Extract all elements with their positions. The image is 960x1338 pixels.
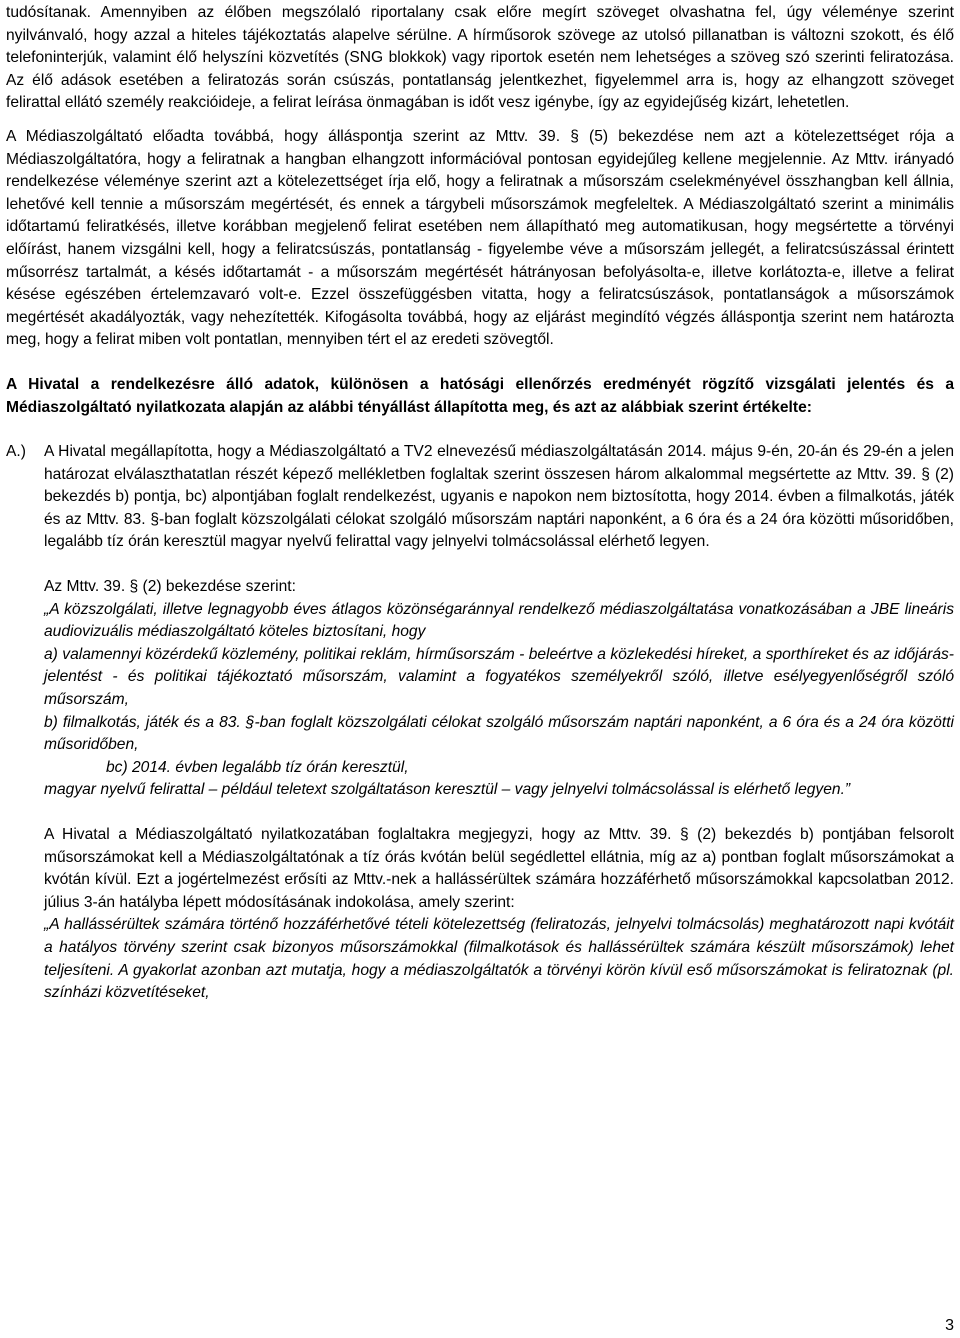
paragraph-media-provider-live-broadcast: tudósítanak. Amennyiben az élőben megszólaló riportalany csak előre megírt szöveget olvashatna fel, úgy véleménye szerint nyilvánvaló, hogy azzal a hiteles tájékoztatás alapelve sérülne. A hírműsorok szövege az utolsó pillanatban is változni szokott, és élő telefoninterjúk, valamint élő helyszíni közvetítés (SNG blokkok) vagy riportok esetén nem lehetséges a szöveg szó szerinti feliratozása. Az élő adások esetében a feliratozás során csúszás, pontatlanság jelentkezhet, figyelemmel arra is, hogy az elhangzott szöveget felirattal ellátó személy reakcióideje, a felirat leírása önmagában is időt vesz igénybe, így az egyidejűség kizárt, lehetetlen.: [6, 4, 954, 112]
paragraph-authority-remark: A Hivatal a Médiaszolgáltató nyilatkozatában foglaltakra megjegyzi, hogy az Mttv. 39. § (2) bekezdés b) pontjában felsorolt műsorszámokat kell a Médiaszolgáltatónak a tíz órás kvótán belül segédlettel ellátnia, míg az a) pontban foglalt műsorszámokat a kvótán kívül. Ezt a jogértelmezést erősíti az Mttv.-nek a hallássérültek számára hozzáférhető műsorszámokkal kapcsolatban 2012. július 3-án hatályba lépett módosításának indokolása, amely szerint:: [44, 826, 954, 911]
page-number: 3: [945, 1317, 954, 1334]
quote-line: magyar nyelvű felirattal – például teletext szolgáltatáson keresztül – vagy jelnyelvi tolmácsolással is elérhető legyen.”: [44, 781, 851, 799]
quote-line: „A közszolgálati, illetve legnagyobb éves átlagos közönségaránnyal rendelkező médiaszolgáltatása vonatkozásában a JBE lineáris audiovizuális médiaszolgáltató köteles biztosítani, hogy: [44, 600, 954, 641]
document-page: [6, 2, 954, 1005]
section-heading-findings: A Hivatal a rendelkezésre álló adatok, különösen a hatósági ellenőrzés eredményét rögzítő vizsgálati jelentés és a Médiaszolgáltató nyilatkozata alapján az alábbi tényállást állapította meg, és azt az alábbiak szerint értékelte:: [6, 375, 954, 416]
finding-item-marker: A.): [6, 443, 26, 461]
finding-item-a: [6, 441, 954, 554]
quote-intro: Az Mttv. 39. § (2) bekezdése szerint:: [44, 578, 296, 596]
paragraph-media-provider-argument: A Médiaszolgáltató előadta továbbá, hogy álláspontja szerint az Mttv. 39. § (5) bekezdése nem azt a kötelezettséget rója a Médiaszolgáltatóra, hogy a feliratnak a hangban elhangzott információval pontosan egyidejűleg kellene megjelennie. Az Mttv. irányadó rendelkezése véleménye szerint azt a kötelezettséget írja elő, hogy a feliratnak a műsorszám cselekményével összhangban kell állnia, lehetővé kell tennie a műsorszám megértését, és ennek a tárgybeli műsorszámok megfeleltek. A Médiaszolgáltató szerint a minimális időtartamú feliratkésés, illetve korábban megjelenő felirat esetében nem állapítható meg automatikusan, hogy megsértette a törvényi előírást, hanem vizsgálni kell, hogy a feliratcsúszás, pontatlanság - figyelembe véve a műsorszám jellegét, a feliratcsúszással érintett műsorrész tartalmát, a késés időtartamát - a műsorszám megértését hátrányosan befolyásolta-e, illetve korlátozta-e, illetve a felirat késése egészében értelemzavaró volt-e. Ezzel összefüggésben vitatta, hogy a feliratcsúszások, pontatlanságok a műsorszámok megértését akadályozták, vagy nehezítették. Kifogásolta továbbá, hogy az eljárást megindító végzés álláspontja szerint nem határozta meg, hogy a felirat miben volt pontatlan, mennyiben tért el az eredeti szövegtől.: [6, 127, 954, 349]
finding-item-text: A Hivatal megállapította, hogy a Médiaszolgáltató a TV2 elnevezésű médiaszolgáltatásán 2014. május 9-én, 20-án és 29-én a jelen határozat elválaszthatatlan részét képező mellékletben foglaltak szerint összesen három alkalommal megsértette az Mttv. 39. § (2) bekezdés b) pontja, bc) alpontjában foglalt rendelkezést, ugyanis e napokon nem biztosította, hogy 2014. évben a filmalkotás, játék és az Mttv. 83. §-ban foglalt közszolgálati célokat szolgáló műsorszám naptári naponként, a 6 óra és a 24 óra közötti műsoridőben, legalább tíz órán keresztül magyar nyelvű felirattal vagy jelnyelvi tolmácsolással elérhető legyen.: [44, 443, 954, 551]
quote-line: a) valamennyi közérdekű közlemény, politikai reklám, hírműsorszám - beleértve a közlekedési híreket, a sporthíreket és az időjárás-jelentést - és politikai tájékoztató műsorszám, valamint a fogyatékos személyekről szóló, illetve esélyegyenlőségről szóló műsorszám,: [44, 645, 954, 709]
quote-amendment-reasoning: „A hallássérültek számára történő hozzáférhetővé tételi kötelezettség (feliratozás, jelnyelvi tolmácsolás) meghatározott napi kvótáit a hatályos törvény szerint csak bizonyos műsorszámokkal (filmalkotások és hallássérültek számára készült műsorszámok) lehet teljesíteni. A gyakorlat azonban azt mutatja, hogy a médiaszolgáltatók a törvényi körön kívül eső műsorszámokat is feliratoznak (pl. színházi közvetítéseket,: [44, 916, 954, 1002]
quote-line: bc) 2014. évben legalább tíz órán keresztül,: [106, 758, 409, 776]
quote-line: b) filmalkotás, játék és a 83. §-ban foglalt közszolgálati célokat szolgáló műsorszám naptári naponként, a 6 óra és a 24 óra közötti műsoridőben,: [44, 713, 954, 754]
